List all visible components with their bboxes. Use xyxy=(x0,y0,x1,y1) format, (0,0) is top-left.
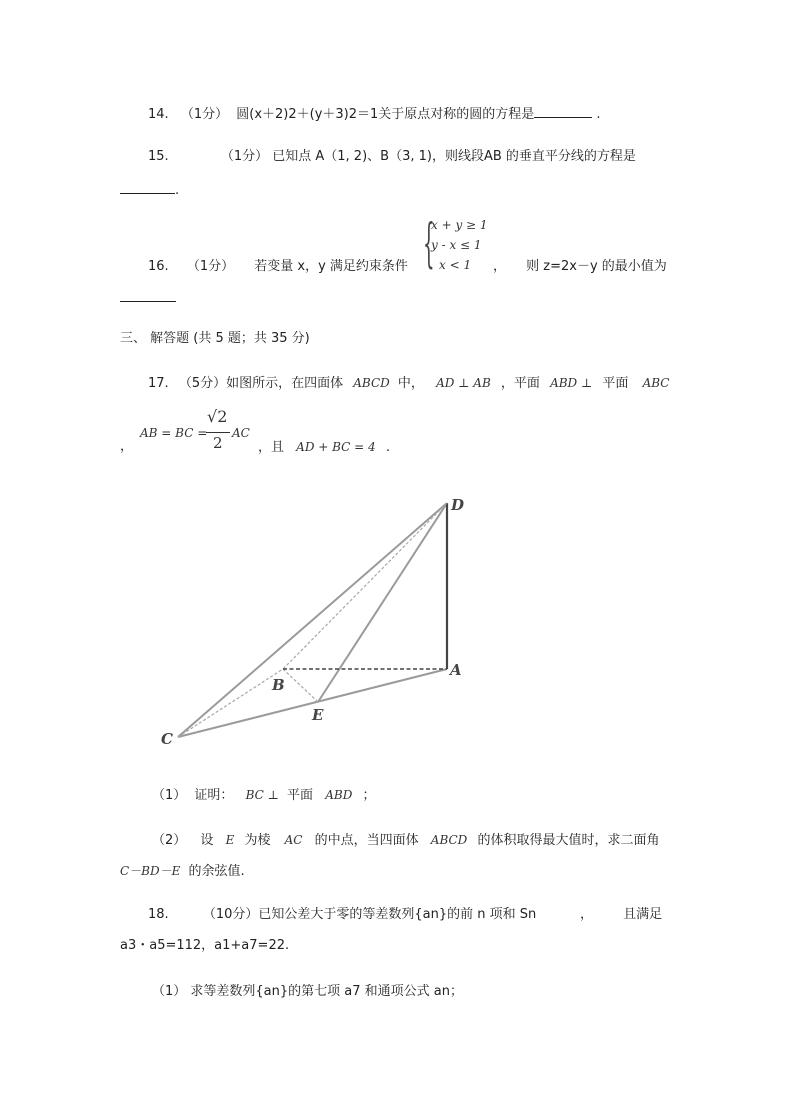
q17-frac-left: AB = BC = xyxy=(140,426,208,440)
section-header: 三、 解答题 (共 5 题；共 35 分) xyxy=(120,331,310,346)
q17-part2-math-ac: AC xyxy=(284,833,303,847)
q16-number: 16. xyxy=(148,259,169,274)
q17-frac-denominator: 2 xyxy=(213,434,223,452)
q17-part2-math-e: E xyxy=(225,833,235,847)
q16-separator: ， xyxy=(493,259,507,274)
q17-part2-number: （2） xyxy=(152,833,187,848)
q15-end: . xyxy=(175,183,180,198)
edge-db-hidden xyxy=(283,503,447,669)
q16-constraint-2: y - x ≤ 1 xyxy=(431,238,482,252)
q17-part1-math-a: BC ⊥ xyxy=(245,788,279,802)
q18-line-tail xyxy=(580,906,662,924)
q17-part2-math-angle: C－BD－E xyxy=(120,864,181,878)
q17-part1-number: （1） xyxy=(152,788,187,803)
edge-de xyxy=(318,503,447,702)
q17-part1-text-b: 平面 xyxy=(287,788,314,803)
label-b: B xyxy=(272,676,285,694)
q17-part2-line2 xyxy=(120,862,245,881)
q15-text: 已知点 A（1, 2)、B（3, 1)，则线段AB 的垂直平分线的方程是 xyxy=(272,149,636,164)
q18-text-b: 且满足 xyxy=(623,907,663,922)
q14-score: （1分） xyxy=(180,107,229,122)
q17-math-abcd: ABCD xyxy=(353,376,390,390)
q16-constraint-1: x + y ≥ 1 xyxy=(431,218,488,232)
q18-number: 18. xyxy=(148,907,169,922)
q17-end: . xyxy=(385,440,390,455)
q17-part2-text-b: 为棱 xyxy=(244,833,271,848)
q17-text-c: ，平面 xyxy=(500,376,540,391)
q17-math-abd-perp: ABD ⊥ xyxy=(550,376,593,390)
q17-part2-text-e: 的余弦值. xyxy=(188,864,245,879)
q17-text-d: 平面 xyxy=(602,376,629,391)
left-brace-icon: { xyxy=(423,214,435,274)
q17-part2-text-c: 的中点，当四面体 xyxy=(314,833,419,848)
q17-frac-numerator: √2 xyxy=(207,407,228,426)
q17-part1-text: 证明： xyxy=(194,788,234,803)
q17-part1 xyxy=(152,786,375,805)
q17-part2-text-d: 的体积取得最大值时，求二面角 xyxy=(477,833,660,848)
q14-end: . xyxy=(596,107,601,122)
q17-frac-right: AC xyxy=(232,426,250,440)
q18-separator: ， xyxy=(580,907,594,922)
edge-cb-hidden xyxy=(178,669,283,737)
q17-number: 17. xyxy=(148,376,169,391)
q17-text-e: ，且 xyxy=(258,440,285,455)
q16-text: 若变量 x，y 满足约束条件 xyxy=(254,259,408,274)
label-d: D xyxy=(451,496,465,514)
q17-part1-math-b: ABD xyxy=(325,788,353,802)
q16-constraint-3: x < 1 xyxy=(439,258,472,272)
q17-part2 xyxy=(152,831,659,850)
q16-text2: 则 z=2x－y 的最小值为 xyxy=(526,259,667,274)
label-c: C xyxy=(161,730,173,748)
q17-part2-text-a: 设 xyxy=(200,833,214,848)
label-a: A xyxy=(450,661,462,679)
q15-number: 15. xyxy=(148,149,169,164)
q17-part2-math-abcd: ABCD xyxy=(430,833,468,847)
label-e: E xyxy=(312,706,324,724)
q18-part1: （1） 求等差数列{an}的第七项 a7 和通项公式 an； xyxy=(152,984,463,999)
q17-text-a: 如图所示，在四面体 xyxy=(226,376,344,391)
q18-line2: a3・a5=112，a1+a7=22. xyxy=(120,938,290,953)
q17-math-abc: ABC xyxy=(642,376,670,390)
q14-text: 圆(x＋2)2＋(y＋3)2＝1关于原点对称的圆的方程是 xyxy=(236,107,535,122)
q18-score: （10分） xyxy=(202,907,259,922)
q17-part1-end: ； xyxy=(362,788,376,803)
q17-text-b: 中， xyxy=(397,376,424,391)
q14-number: 14. xyxy=(148,107,169,122)
q15-score: （1分） xyxy=(220,149,269,164)
q18-line xyxy=(148,906,536,924)
q17-score: （5分） xyxy=(178,376,227,391)
edge-be-hidden xyxy=(283,669,318,702)
q17-math-sum: AD + BC = 4 xyxy=(296,440,376,454)
q17-math-perp: AD ⊥ AB xyxy=(436,376,491,390)
q18-text-a: 已知公差大于零的等差数列{an}的前 n 项和 Sn xyxy=(258,907,537,922)
q16-score: （1分） xyxy=(186,259,235,274)
edge-cd xyxy=(178,503,447,737)
q17-lead-comma: ， xyxy=(120,439,134,454)
